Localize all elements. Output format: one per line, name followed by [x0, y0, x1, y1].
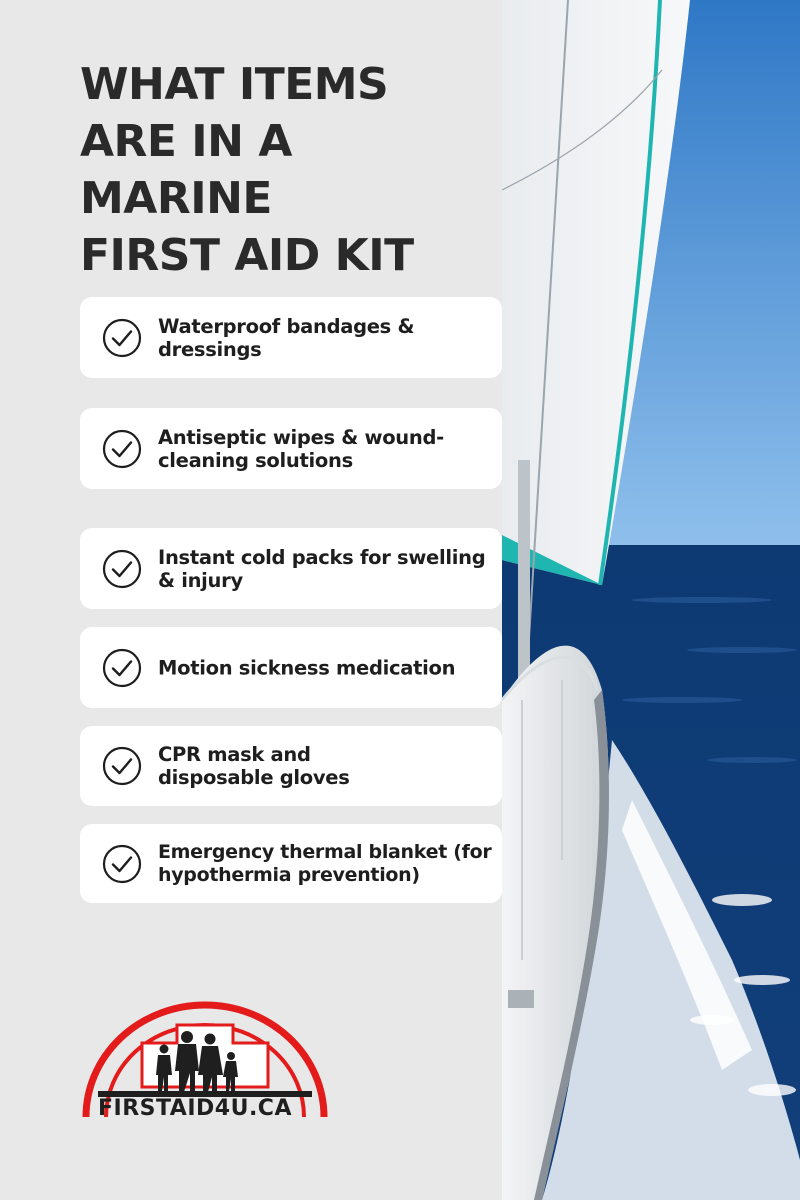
list-item-cpr-mask	[80, 726, 502, 806]
check-circle-icon	[102, 318, 142, 358]
list-item-label: Motion sickness medication	[158, 656, 456, 679]
list-item-bandages	[80, 297, 502, 378]
title-line-3: MARINE	[80, 173, 272, 224]
list-item-label: Emergency thermal blanket (for hypothermia prevention)	[158, 840, 492, 886]
list-item-antiseptic	[80, 408, 502, 489]
list-item-motion-sickness	[80, 627, 502, 708]
check-circle-icon	[102, 648, 142, 688]
logo-text: FIRSTAID4U.CA	[98, 1096, 292, 1121]
title-line-2: ARE IN A	[80, 116, 292, 167]
list-item-thermal-blanket	[80, 824, 502, 903]
check-circle-icon	[102, 844, 142, 884]
list-item-label: Antiseptic wipes & wound-cleaning solutions	[158, 425, 444, 472]
title-line-4: FIRST AID KIT	[80, 230, 414, 281]
list-item-label: Waterproof bandages & dressings	[158, 314, 415, 361]
sailboat-photo	[502, 0, 800, 1200]
check-circle-icon	[102, 549, 142, 589]
page-title	[80, 56, 480, 284]
check-circle-icon	[102, 746, 142, 786]
list-item-label: CPR mask and disposable gloves	[158, 743, 350, 789]
list-item-label: Instant cold packs for swelling & injury	[158, 545, 486, 592]
list-item-cold-packs	[80, 528, 502, 609]
check-circle-icon	[102, 429, 142, 469]
title-line-1: WHAT ITEMS	[80, 59, 389, 110]
